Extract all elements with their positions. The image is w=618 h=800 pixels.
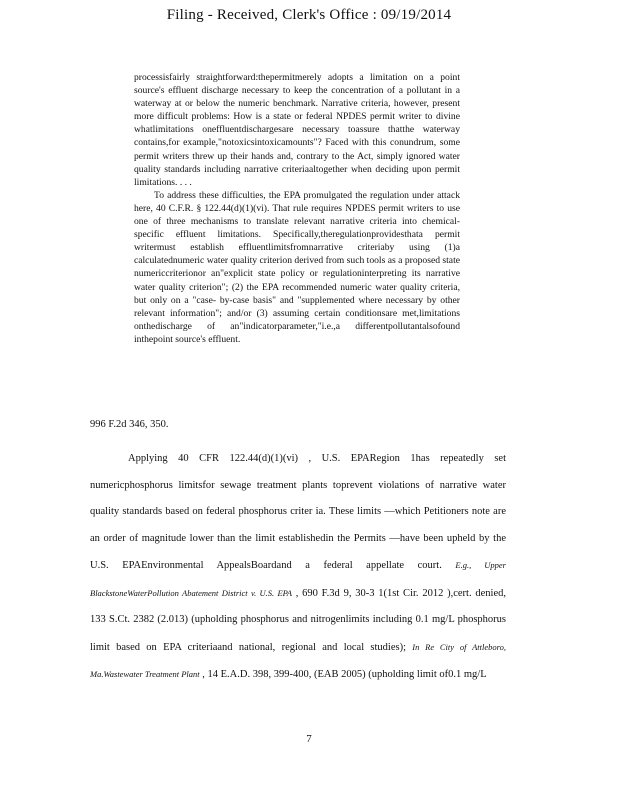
case-name-blackstone: E.g., Upper BlackstoneWaterPollution Abatement District v. U.S. EPA <box>90 560 506 598</box>
filing-stamp-header: Filing - Received, Clerk's Office : 09/19/2014 <box>166 7 452 23</box>
body-text-segment-3: , 14 E.A.D. 398, 399-400, (EAB 2005) (upholding limit of0.1 mg/L <box>199 669 487 680</box>
body-paragraph <box>90 446 506 689</box>
quote-paragraph-1: processisfairly straightforward:thepermitmerely adopts a limitation on a point source's effluent discharge necessary to keep the concentration of a pollutant in a waterway at or below the numeric benchmark. Narrative criteria, however, present more difficult problems: How is a state or federal NPDES permit writer to divine whatlimitations oneffluentdischargesare necessary toassure thatthe waterway contains,for example,"notoxicsintoxicamounts"? Faced with this conundrum, some permit writers threw up their hands and, contrary to the Act, simply ignored water quality standards including narrative criteriaaltogether when deciding upon permit limitations. . . . <box>134 72 460 188</box>
body-text-segment-2: , 690 F.3d 9, 30-3 1(1st Cir. 2012 ),cert. denied, 133 S.Ct. 2382 (2.013) (upholding phosphorus and nitrogenlimits including 0.1 mg/L phosphorus limit based on EPA criteriaand national, regional and local studies); <box>90 587 506 653</box>
case-name-attleboro: In Re City of Attleboro, Ma.Wastewater Treatment Plant <box>90 641 506 679</box>
page-number: 7 <box>306 733 312 745</box>
quote-citation: 996 F.2d 346, 350. <box>90 419 169 430</box>
quote-paragraph-2: To address these difficulties, the EPA promulgated the regulation under attack here, 40 C.F.R. § 122.44(d)(1)(vi). That rule requires NPDES permit writers to use one of three mechanisms to translate relevant narrative criteria into chemical-specific effluent limitations. Specifically,theregulationprovidesthata permit writermust establish effluentlimitsfromnarrative criteriaby using (1)a calculatednumeric water quality criterion derived from such tools as a proposed state numericcriterionor an"explicit state policy or regulationinterpreting its narrative water quality criterion"; (2) the EPA recommended numeric water quality criteria, but only on a "case- by-case basis" and "supplemented where necessary by other relevant information"; and/or (3) assuming certain conditionsare met,limitations onthedischarge of an"indicatorparameter,"i.e.,a differentpollutantalsofound inthepoint source's effluent. <box>134 189 460 345</box>
body-text-segment-1: Applying 40 CFR 122.44(d)(1)(vi) , U.S. EPARegion 1has repeatedly set numericphosphorus limitsfor sewage treatment plants toprevent violations of narrative water quality standards based on federal phosphorus criter ia. These limits —which Petitioners note are an order of magnitude lower than the limit establishedin the Permits —have been upheld by the U.S. EPAEnvironmental AppealsBoardand a federal appellate court. <box>90 453 506 571</box>
block-quote <box>134 71 460 346</box>
body-text <box>90 446 506 689</box>
